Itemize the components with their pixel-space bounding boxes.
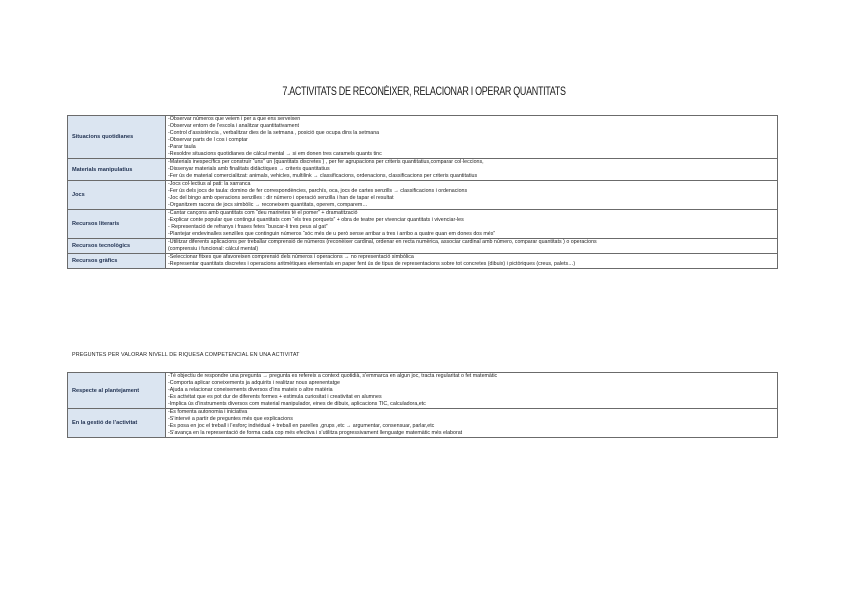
table-row — [68, 239, 778, 254]
content-line: -Observar parts de l cos i comptar — [168, 137, 248, 143]
content-line: -Fer ús dels jocs de taula: domino de fer correspondències, parchís, oca, jocs de cartes senzills → classificacions i ordenacions — [168, 188, 468, 194]
content-line: -És activitat que es pot dur de diferents formes + estimula curiositat i creativitat en alumnes — [168, 394, 382, 400]
row-content — [166, 254, 778, 269]
content-line: -Observar entorn de l’escola i analitzar quantitativament — [168, 123, 300, 129]
content-line: -Jocs col·lectius al pati: la xarranca — [168, 181, 251, 187]
row-label: Recursos literaris — [68, 210, 166, 239]
content-line: -Control d’assistència , verbalitzar dies de la setmana , posició que ocupa dins la setmana — [168, 130, 380, 136]
content-line: -Implica ús d’instruments diversos com material manipulador, eines de dibuix, aplicacions TIC, calculadora,etc — [168, 401, 426, 407]
content-line: -Representar quantitats discretes i operacions aritmètiques elementals en paper fent ús de tipus de representacions sobre tot concretes (dibuix) i pictòriques (creus, palets…) — [168, 261, 576, 267]
content-line: -Resoldre situacions quotidianes de càlcul mental → si em donen tres caramels quants tinc — [168, 151, 382, 157]
content-line: -Seleccionar fitxes que afavoreixen comprensió dels números i operacions → no representació simbòlica — [168, 254, 414, 260]
content-line: -Comporta aplicar coneixements ja adquirits i realitzar nous aprenentatge — [168, 380, 340, 386]
table-row — [68, 373, 778, 409]
row-label: Jocs — [68, 181, 166, 210]
content-line: -Materials inespecífics per construir “uns” un (quantitats discretes ) , per fer agrupacions per criteris quantitatius,comparar col·leccions, — [168, 159, 484, 165]
content-line: -Ajuda a relacionar coneixements diversos d’ins mateix o altre matèria — [168, 387, 333, 393]
content-line: -Cantar cançons amb quantitats com “deu mariretes té el pomer” + dramatització — [168, 210, 358, 216]
content-line: -Utilitzar diferents aplicacions per treballar comprensió de números (reconèixer cardinal, ordenar en recta numèrica, associar cardinal amb número, comparar quantitats ) o operacions — [168, 239, 597, 245]
content-line: -Té objectiu de respondre una pregunta → pregunta es refereix a context quotidià, s’emmarca en algun joc, tracta regularitat o fet matemàtic — [168, 373, 498, 379]
row-content — [166, 159, 778, 181]
row-label: Materials manipulatius — [68, 159, 166, 181]
row-label: Recursos tecnològics — [68, 239, 166, 254]
content-line: -Es fomenta autonomia i iniciativa — [168, 409, 248, 415]
content-line: -Parar taula — [168, 144, 196, 150]
table-row — [68, 409, 778, 438]
questions-subtitle: PREGUNTES PER VALORAR NIVELL DE RIQUESA COMPETENCIAL EN UNA ACTIVITAT — [72, 352, 300, 358]
activities-table — [67, 115, 778, 269]
content-line: -Organitzem racons de jocs simbòlic → reconeixem quantitats, operem, comparem… — [168, 202, 368, 208]
table-row — [68, 159, 778, 181]
row-content — [166, 239, 778, 254]
content-line: -Fer ús de material comercialitzat: animals, vehicles, multilink → classificacions, ordenacions, classificacions per criteris quantitatius — [168, 173, 478, 179]
table-row — [68, 254, 778, 269]
content-line: -Dissenyar materials amb finalitats didàctiques → criteris quantitatius — [168, 166, 330, 172]
row-content — [166, 181, 778, 210]
content-line: - Representació de refranys i frases fetes “buscar-li tres peus al gat” — [168, 224, 328, 230]
content-line: -S’avança en la representació de forma cada cop més efectiva i s’utilitza progressivament llenguatge matemàtic més elaborat — [168, 430, 463, 436]
row-label: Situacions quotidianes — [68, 116, 166, 159]
content-line: -Joc del bingo amb operacions senzilles : dir número i operació senzilla i han de tapar el resultat — [168, 195, 394, 201]
content-line: -Explicar conte popular que contingui quantitats com “els tres porquets” + obra de teatre per vivenciar quantitats i vivenciar-les — [168, 217, 464, 223]
content-line: -S’intervé a partir de preguntes més que explicacions — [168, 416, 293, 422]
row-content — [166, 116, 778, 159]
row-label: Recursos gràfics — [68, 254, 166, 269]
content-line: -Es posa en joc el treball i l’esforç individual + treball en parelles ,grups ,etc → argumentar, consensuar, parlar,etc — [168, 423, 435, 429]
content-line: -Plantejar endevinalles senzilles que continguin números “sóc més de u però sense arribar a tres i arribo a quatre quan em dones dos més” — [168, 231, 496, 237]
row-content — [166, 210, 778, 239]
content-line: -Observar números que veiem i per a que ens serveixen — [168, 116, 301, 122]
table-row — [68, 210, 778, 239]
row-content — [166, 409, 778, 438]
content-line: (comprensiu i funcional: càlcul mental) — [168, 246, 259, 252]
row-label: Respecte al plantejament — [68, 373, 166, 409]
table-row — [68, 181, 778, 210]
table-row — [68, 116, 778, 159]
questions-table — [67, 372, 778, 438]
row-content — [166, 373, 778, 409]
row-label: En la gestió de l’activitat — [68, 409, 166, 438]
page-title: 7.ACTIVITATS DE RECONÈIXER, RELACIONAR I OPERAR QUANTITATS — [282, 86, 566, 98]
